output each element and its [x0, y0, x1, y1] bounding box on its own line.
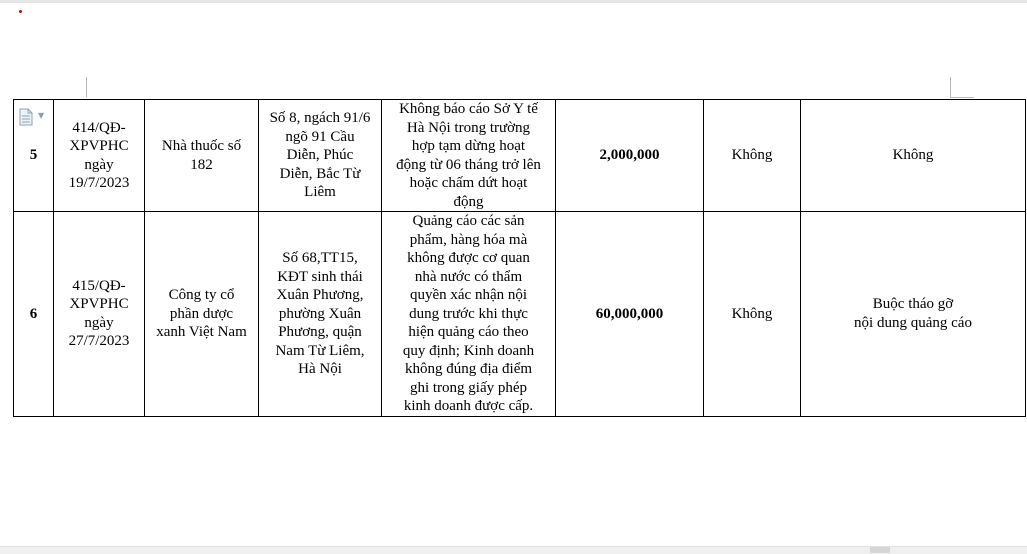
remedy-text: Buộc tháo gỡ nội dung quảng cáo [854, 296, 972, 331]
table-row [14, 212, 1026, 417]
cursor-marker [19, 10, 22, 13]
name-cell [145, 212, 259, 417]
document-icon[interactable] [18, 108, 34, 126]
decision-cell [54, 212, 145, 417]
scrollbar-thumb[interactable] [870, 547, 890, 553]
additional-penalty-text: Không [731, 305, 773, 322]
violation-text: Quảng cáo các sản phẩm, hàng hóa mà không được cơ quan nhà nước có thẩm quyền xác nhận nội dung trước khi thực hiện quảng cáo theo quy định; Kinh doanh không đúng địa điểm ghi trong giấy phép kinh doanh được cấp. [402, 213, 535, 414]
violation-cell [382, 212, 556, 417]
fine-amount: 2,000,000 [599, 147, 660, 164]
name-cell [145, 100, 259, 212]
fine-cell [556, 212, 704, 417]
row-number: 6 [29, 305, 38, 322]
table-row [14, 100, 1026, 212]
name-text: Nhà thuốc số 182 [161, 138, 242, 173]
decision-text: 415/QĐ- XPVPHC ngày 27/7/2023 [68, 277, 130, 350]
remedy-cell [801, 100, 1026, 212]
row-number-cell [14, 212, 54, 417]
additional-penalty-cell [704, 212, 801, 417]
margin-marker-left [86, 77, 88, 97]
window-top-edge [0, 0, 1027, 3]
margin-marker-right [950, 77, 973, 97]
additional-penalty-cell [704, 100, 801, 212]
violation-table [13, 99, 1026, 417]
violation-cell [382, 100, 556, 212]
address-cell [259, 212, 382, 417]
row-number: 5 [29, 147, 38, 164]
row-number-cell [14, 100, 54, 212]
address-cell [259, 100, 382, 212]
remedy-cell [801, 212, 1026, 417]
fine-amount: 60,000,000 [595, 305, 664, 322]
additional-penalty-text: Không [731, 147, 773, 164]
name-text: Công ty cổ phần dược xanh Việt Nam [156, 287, 247, 340]
address-text: Số 68,TT15, KĐT sinh thái Xuân Phương, phường Xuân Phương, quận Nam Từ Liêm, Hà Nội [275, 250, 365, 377]
decision-text: 414/QĐ- XPVPHC ngày 19/7/2023 [68, 119, 130, 191]
violation-text: Không báo cáo Sở Y tế Hà Nội trong trường hợp tạm dừng hoạt động từ 06 tháng trở lên hoặc chấm dứt hoạt động [396, 101, 541, 210]
address-text: Số 8, ngách 91/6 ngõ 91 Cầu Diễn, Phúc Diễn, Bắc Từ Liêm [269, 110, 371, 201]
caret-down-icon[interactable]: ▼ [38, 111, 45, 120]
remedy-text: Không [892, 147, 934, 164]
decision-cell [54, 100, 145, 212]
fine-cell [556, 100, 704, 212]
